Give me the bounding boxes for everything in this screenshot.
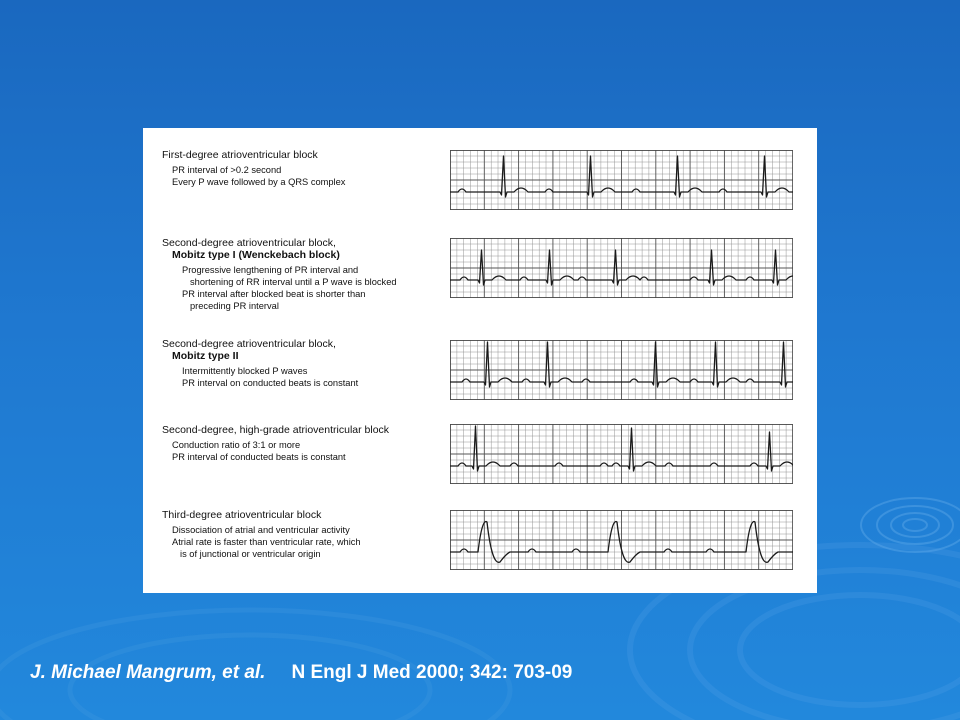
block-third-degree bbox=[143, 506, 817, 586]
note: Dissociation of atrial and ventricular activity bbox=[172, 525, 350, 535]
ecg-strip-high-grade bbox=[450, 424, 793, 484]
note: Conduction ratio of 3:1 or more bbox=[172, 440, 301, 450]
block-subtitle: Mobitz type I (Wenckebach block) bbox=[172, 249, 340, 261]
block-title: Second-degree atrioventricular block, bbox=[162, 237, 336, 249]
block-high-grade bbox=[143, 421, 817, 491]
note: Progressive lengthening of PR interval and bbox=[182, 265, 359, 275]
ecg-strip-mobitz-1 bbox=[450, 238, 793, 298]
ecg-strip-first-degree bbox=[450, 150, 793, 210]
citation bbox=[30, 662, 572, 684]
ecg-strip-third-degree bbox=[450, 510, 793, 570]
ecg-grid bbox=[450, 150, 793, 210]
block-title: Second-degree atrioventricular block, bbox=[162, 338, 336, 350]
ecg-strip-mobitz-2 bbox=[450, 340, 793, 400]
note: PR interval on conducted beats is constant bbox=[182, 378, 359, 388]
block-title: First-degree atrioventricular block bbox=[162, 149, 318, 161]
note: preceding PR interval bbox=[190, 301, 279, 311]
note: shortening of RR interval until a P wave is blocked bbox=[190, 277, 397, 287]
ecg-grid bbox=[450, 238, 793, 298]
block-mobitz-2 bbox=[143, 335, 817, 405]
note: PR interval after blocked beat is shorter than bbox=[182, 289, 366, 299]
ecg-grid bbox=[450, 340, 793, 400]
av-block-figure bbox=[143, 128, 817, 593]
ecg-grid bbox=[450, 424, 793, 484]
note: PR interval of >0.2 second bbox=[172, 165, 282, 175]
citation-author: J. Michael Mangrum, et al. bbox=[30, 662, 266, 683]
block-first-degree bbox=[143, 146, 817, 218]
block-title: Third-degree atrioventricular block bbox=[162, 509, 322, 521]
block-title: Second-degree, high-grade atrioventricular block bbox=[162, 424, 390, 436]
note: Atrial rate is faster than ventricular rate, which bbox=[172, 537, 361, 547]
note: PR interval of conducted beats is constant bbox=[172, 452, 346, 462]
note: is of junctional or ventricular origin bbox=[180, 549, 321, 559]
note: Intermittently blocked P waves bbox=[182, 366, 308, 376]
note: Every P wave followed by a QRS complex bbox=[172, 177, 346, 187]
block-mobitz-1 bbox=[143, 234, 817, 324]
citation-journal: N Engl J Med 2000; 342: 703-09 bbox=[291, 662, 573, 683]
block-subtitle: Mobitz type II bbox=[172, 350, 239, 362]
